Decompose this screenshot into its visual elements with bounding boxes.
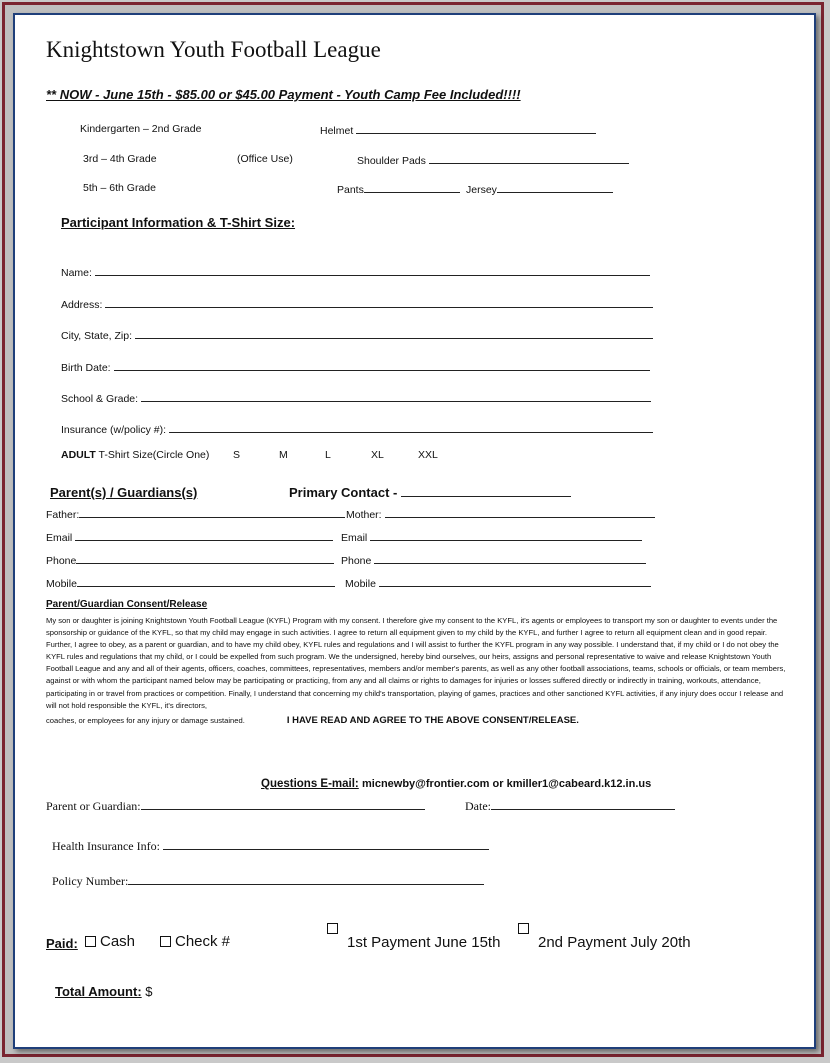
questions-label: Questions E-mail: [261, 778, 359, 790]
insurance-label: Insurance (w/policy #): [61, 424, 167, 436]
mother-email-field[interactable] [341, 530, 642, 544]
total-amount-label: Total Amount: [55, 984, 142, 999]
name-field[interactable] [61, 265, 650, 279]
mother-mobile-label: Mobile [345, 578, 376, 590]
policy-number-label: Policy Number: [52, 874, 129, 888]
birth-date-label: Birth Date: [61, 362, 111, 374]
mother-phone-label: Phone [341, 555, 372, 567]
mother-phone-field[interactable] [341, 553, 646, 567]
birth-date-field[interactable] [61, 360, 650, 374]
consent-agree: I HAVE READ AND AGREE TO THE ABOVE CONSENT/RELEASE. [286, 714, 579, 726]
address-field[interactable] [61, 297, 653, 311]
father-phone-label: Phone [46, 555, 77, 567]
paid-label: Paid: [46, 936, 78, 951]
father-phone-field[interactable] [46, 553, 334, 567]
tshirt-size-row [61, 449, 209, 461]
second-payment-label: 2nd Payment July 20th [538, 934, 691, 951]
health-insurance-label: Health Insurance Info: [52, 839, 160, 853]
shoulder-pads-label: Shoulder Pads [357, 155, 426, 167]
pants-field[interactable] [337, 182, 460, 196]
cash-option[interactable] [85, 933, 135, 950]
father-mobile-label: Mobile [46, 578, 77, 590]
size-xl[interactable]: XL [371, 449, 384, 461]
check-checkbox[interactable] [160, 936, 171, 947]
father-field[interactable] [46, 507, 345, 521]
father-mobile-field[interactable] [46, 576, 335, 590]
cash-checkbox[interactable] [85, 936, 96, 947]
parent-signature-field[interactable] [46, 799, 425, 814]
promo-line: ** NOW - June 15th - $85.00 or $45.00 Payment - Youth Camp Fee Included!!!! [46, 87, 521, 102]
father-email-label: Email [46, 532, 73, 544]
form-page [13, 13, 816, 1049]
pants-label: Pants [337, 184, 364, 196]
city-label: City, State, Zip: [61, 330, 132, 342]
size-l[interactable]: L [325, 449, 331, 461]
consent-last-line: coaches, or employees for any injury or damage sustained. [46, 715, 245, 725]
tshirt-adult-label: ADULT [61, 449, 96, 461]
consent-text [46, 615, 786, 727]
first-payment-checkbox[interactable] [327, 920, 342, 938]
cash-label: Cash [100, 933, 136, 950]
participant-heading: Participant Information & T-Shirt Size: [61, 215, 296, 230]
grade-3-4: 3rd – 4th Grade [83, 153, 157, 165]
check-label: Check # [175, 933, 231, 950]
jersey-field[interactable] [466, 182, 613, 196]
mother-label: Mother: [346, 509, 382, 521]
tshirt-label: T-Shirt Size(Circle One) [98, 449, 210, 461]
total-amount-field[interactable] [55, 984, 153, 999]
parents-heading: Parent(s) / Guardians(s) [50, 485, 198, 500]
second-payment-checkbox[interactable] [518, 920, 533, 938]
size-s[interactable]: S [233, 449, 241, 461]
primary-contact-label: Primary Contact - [289, 485, 398, 500]
jersey-label: Jersey [466, 184, 497, 196]
questions-line [261, 778, 651, 790]
city-field[interactable] [61, 328, 653, 342]
check-option[interactable] [160, 933, 230, 950]
school-grade-label: School & Grade: [61, 393, 139, 405]
grade-k2: Kindergarten – 2nd Grade [80, 123, 202, 135]
second-payment-box-icon [518, 923, 529, 934]
health-insurance-field[interactable] [52, 839, 489, 854]
document-frame [2, 2, 824, 1057]
consent-heading: Parent/Guardian Consent/Release [46, 599, 208, 610]
questions-emails[interactable]: micnewby@frontier.com or kmiller1@cabeard.k12.in.us [361, 778, 652, 790]
total-dollar-sign: $ [145, 984, 153, 999]
address-label: Address: [61, 299, 103, 311]
father-email-field[interactable] [46, 530, 333, 544]
mother-field[interactable] [346, 507, 655, 521]
school-grade-field[interactable] [61, 391, 651, 405]
primary-contact-field[interactable] [289, 485, 571, 500]
father-label: Father: [46, 509, 80, 521]
first-payment-label: 1st Payment June 15th [347, 934, 501, 951]
office-use-label: (Office Use) [237, 153, 293, 165]
policy-number-field[interactable] [52, 874, 484, 889]
size-xxl[interactable]: XXL [418, 449, 438, 461]
insurance-field[interactable] [61, 422, 653, 436]
consent-paragraph: My son or daughter is joining Knightstown Youth Football League (KYFL) Program with my consent. I therefore give my consent to the KYFL, it's agents or employees to transport my son or daughter to events under the sponsorship or guidance of the KYFL, so that my child may engage in such activities. I agree to return all equipment given to my child by the KYFL, and further I agree to return all equipment clean and in good repair. Further, I agree to obey, as a parent or guardian, and to have my child obey, KYFL rules and regulations and I will assist to further the KYFL program in any way possible. I understand that, if my child or I do not obey the KYFL rules and regulations that my child, or I could be expelled from such program. We the undersigned, hereby bind ourselves, our heirs, assigns and personal representative to waive and release Knightstown Youth Football League and any and all of their agents, officers, coaches, committees, representatives, members and/or member's parents, as well as any other football associations, teams, schools or officials, or team members, against or with whom the participant named below may be participating or practicing, from any and all claims or rights to damages for injuries or losses suffered directly or indirectly in training, workouts, attendance, participating in or travel from practices or competition. Finally, I understand that concerning my child's transportation, playing of games, practices and other sanctioned KYFL activities, if any injury does occur I release and will not hold responsible the KYFL, it's directors, [46, 616, 786, 710]
first-payment-box-icon [327, 923, 338, 934]
name-label: Name: [61, 267, 92, 279]
helmet-field[interactable] [320, 123, 596, 137]
helmet-label: Helmet [320, 125, 354, 137]
form-title: Knightstown Youth Football League [46, 37, 381, 62]
parent-signature-label: Parent or Guardian: [46, 799, 141, 813]
date-label: Date: [465, 799, 491, 813]
paid-row [46, 935, 78, 952]
size-m[interactable]: M [279, 449, 288, 461]
date-field[interactable] [465, 799, 675, 814]
shoulder-pads-field[interactable] [357, 153, 629, 167]
mother-mobile-field[interactable] [345, 576, 651, 590]
mother-email-label: Email [341, 532, 368, 544]
grade-5-6: 5th – 6th Grade [83, 182, 156, 194]
